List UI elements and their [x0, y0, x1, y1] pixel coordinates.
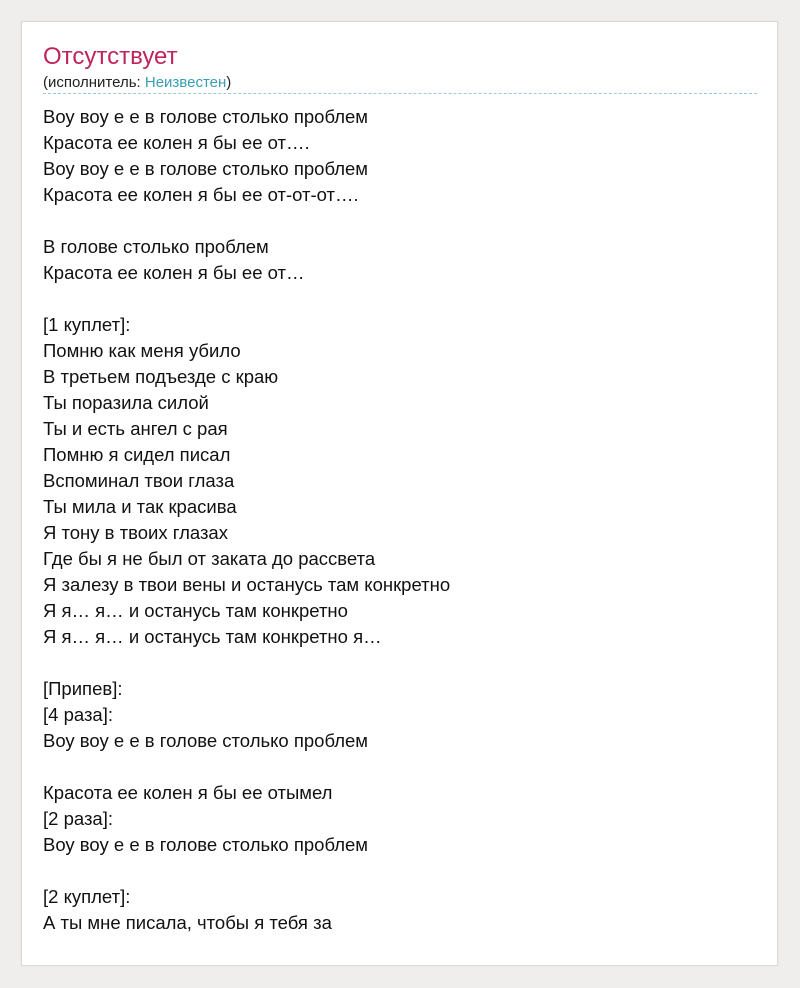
lyric-line: Воу воу е е в голове столько проблем	[43, 834, 369, 855]
lyric-line: [2 куплет]:	[43, 886, 131, 907]
lyric-line: [2 раза]:	[43, 808, 113, 829]
title-divider	[43, 93, 757, 94]
blank-line	[43, 208, 450, 234]
lyric-line: Я залезу в твои вены и останусь там конкретно	[43, 574, 451, 595]
lyric-line: Воу воу е е в голове столько проблем	[43, 106, 369, 127]
lyric-line: Вспоминал твои глаза	[43, 470, 235, 491]
lyrics-card	[21, 21, 778, 966]
lyric-line: Ты мила и так красива	[43, 496, 237, 517]
lyric-line: Воу воу е е в голове столько проблем	[43, 158, 369, 179]
blank-line	[43, 754, 450, 780]
performer-prefix: (исполнитель:	[43, 74, 145, 91]
lyric-line: Красота ее колен я бы ее от….	[43, 132, 310, 153]
blank-line	[43, 286, 450, 312]
lyric-line: Красота ее колен я бы ее от…	[43, 262, 305, 283]
performer-suffix: )	[226, 74, 232, 91]
lyric-line: Красота ее колен я бы ее отымел	[43, 782, 333, 803]
lyric-line: Я я… я… и останусь там конкретно	[43, 600, 348, 621]
lyric-line: [1 куплет]:	[43, 314, 131, 335]
lyric-line: [Припев]:	[43, 678, 123, 699]
lyric-line: В голове столько проблем	[43, 236, 269, 257]
song-title: Отсутствует	[43, 43, 178, 70]
performer-link[interactable]: Неизвестен	[144, 74, 227, 91]
lyric-line: Ты и есть ангел с рая	[43, 418, 228, 439]
blank-line	[43, 650, 450, 676]
lyric-line: В третьем подъезде с краю	[43, 366, 279, 387]
lyric-line: Ты поразила силой	[43, 392, 209, 413]
lyric-line: Помню я сидел писал	[43, 444, 231, 465]
lyric-line: Красота ее колен я бы ее от-от-от….	[43, 184, 359, 205]
lyrics-text	[43, 104, 450, 936]
lyric-line: Я я… я… и останусь там конкретно я…	[43, 626, 382, 647]
lyric-line: Я тону в твоих глазах	[43, 522, 228, 543]
lyric-line: Где бы я не был от заката до рассвета	[43, 548, 376, 569]
blank-line	[43, 858, 450, 884]
lyric-line: Помню как меня убило	[43, 340, 241, 361]
performer-line	[43, 73, 231, 93]
lyric-line: [4 раза]:	[43, 704, 113, 725]
lyric-line: А ты мне писала, чтобы я тебя за	[43, 912, 332, 933]
lyric-line: Воу воу е е в голове столько проблем	[43, 730, 369, 751]
